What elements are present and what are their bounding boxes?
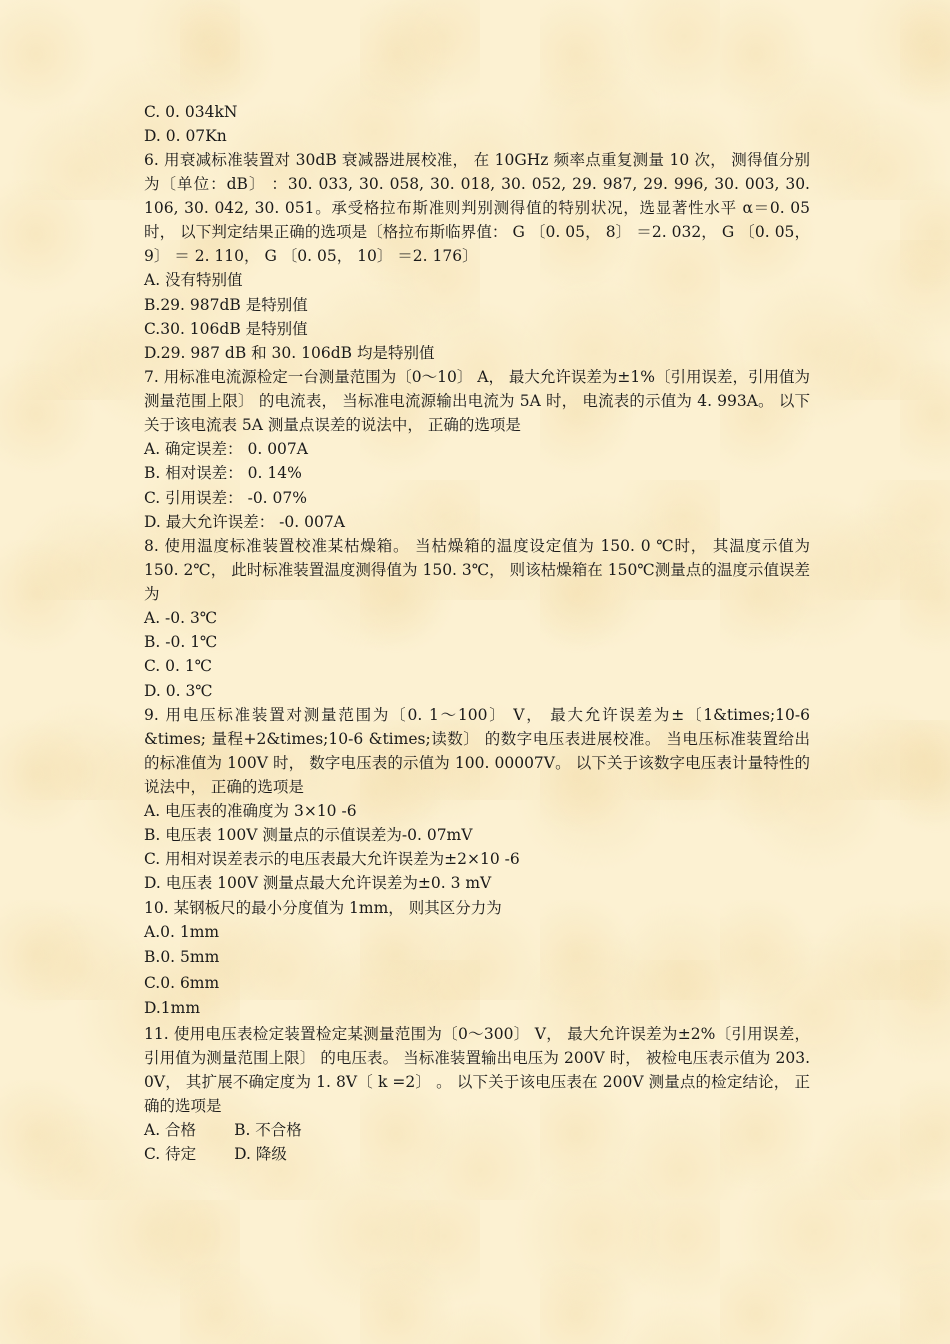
option-c-q6: C.30. 106dB 是特别值 <box>144 319 308 338</box>
option-a-q11: A. 合格 <box>144 1120 197 1139</box>
option-a-q7: A. 确定误差： 0. 007A <box>144 440 308 459</box>
document-page <box>144 100 810 1166</box>
option-b-q10: B.0. 5mm <box>144 948 220 967</box>
option-a-q8: A. -0. 3℃ <box>144 609 218 628</box>
option-b-q7: B. 相对误差： 0. 14% <box>144 464 302 483</box>
option-c-q10: C.0. 6mm <box>144 973 220 992</box>
question-7: 7. 用标准电流源检定一台测量范围为〔0～10〕 A， 最大允许误差为±1%〔引用误差，引用值为测量范围上限〕 的电流表， 当标准电流源输出电流为 5A 时， 电流表的示值为 4. 993A。 以下关于该电流表 5A 测量点误差的说法中， 正确的选项是 <box>144 368 810 435</box>
option-d-q10: D.1mm <box>144 999 201 1018</box>
options-row-ab-q11 <box>144 1118 810 1142</box>
option-c-q7: C. 引用误差： -0. 07% <box>144 488 307 507</box>
options-row-cd-q11 <box>144 1142 810 1166</box>
option-b-q11: B. 不合格 <box>234 1120 302 1139</box>
question-10: 10. 某钢板尺的最小分度值为 1mm， 则其区分力为 <box>144 898 502 917</box>
option-a-q10: A.0. 1mm <box>144 922 220 941</box>
option-d-q6: D.29. 987 dB 和 30. 106dB 均是特别值 <box>144 344 435 363</box>
option-d-q8: D. 0. 3℃ <box>144 681 213 700</box>
option-d-q7: D. 最大允许误差： -0. 007A <box>144 512 345 531</box>
question-11: 11. 使用电压表检定装置检定某测量范围为〔0～300〕 V， 最大允许误差为±2%〔引用误差， 引用值为测量范围上限〕 的电压表。 当标准装置输出电压为 200V 时， 被检电压表示值为 203. 0V， 其扩展不确定度为 1. 8V〔 k =2〕 。 以下关于该电压表在 200V 测量点的检定结论， 正确的选项是 <box>144 1024 810 1115</box>
question-8: 8. 使用温度标准装置校准某枯燥箱。 当枯燥箱的温度设定值为 150. 0 ℃时， 其温度示值为 150. 2℃， 此时标准装置温度测得值为 150. 3℃， 则该枯燥箱在 150℃测量点的温度示值误差为 <box>144 537 810 604</box>
question-6: 6. 用衰减标准装置对 30dB 衰减器进展校准， 在 10GHz 频率点重复测量 10 次， 测得值分别为〔单位：dB〕 ：30. 033, 30. 058, 30. 018, 30. 052, 29. 987, 29. 996, 30. 003, 30. 106, 30. 042, 30. 051。承受格拉布斯准则判别测得值的特别状况，选显著性水平 α＝0. 05 时， 以下判定结果正确的选项是〔格拉布斯临界值： G 〔0. 05， 8〕 ＝2. 032， G 〔0. 05， 9〕 ＝ 2. 110， G 〔0. 05， 10〕 ＝2. 176〕 <box>144 151 810 266</box>
option-c-q8: C. 0. 1℃ <box>144 657 213 676</box>
option-b-q8: B. -0. 1℃ <box>144 633 218 652</box>
question-9: 9. 用电压标准装置对测量范围为〔0. 1～100〕 V， 最大允许误差为±〔1&times;10-6 &times; 量程+2&times;10-6 &times;读数〕 的数字电压表进展校准。 当电压标准装置给出的标准值为 100V 时， 数字电压表的示值为 100. 00007V。 以下关于该数字电压表计量特性的说法中， 正确的选项是 <box>144 705 810 796</box>
option-b-q6: B.29. 987dB 是特别值 <box>144 295 308 314</box>
option-d-q5: D. 0. 07Kn <box>144 127 227 146</box>
option-c-q5: C. 0. 034kN <box>144 103 238 121</box>
option-c-q11: C. 待定 <box>144 1145 197 1164</box>
option-d-q11: D. 降级 <box>234 1145 287 1164</box>
option-a-q6: A. 没有特别值 <box>144 271 243 290</box>
option-a-q9: A. 电压表的准确度为 3×10 -6 <box>144 801 357 820</box>
option-d-q9: D. 电压表 100V 测量点最大允许误差为±0. 3 mV <box>144 874 492 893</box>
option-b-q9: B. 电压表 100V 测量点的示值误差为-0. 07mV <box>144 826 473 845</box>
option-c-q9: C. 用相对误差表示的电压表最大允许误差为±2×10 -6 <box>144 850 520 869</box>
